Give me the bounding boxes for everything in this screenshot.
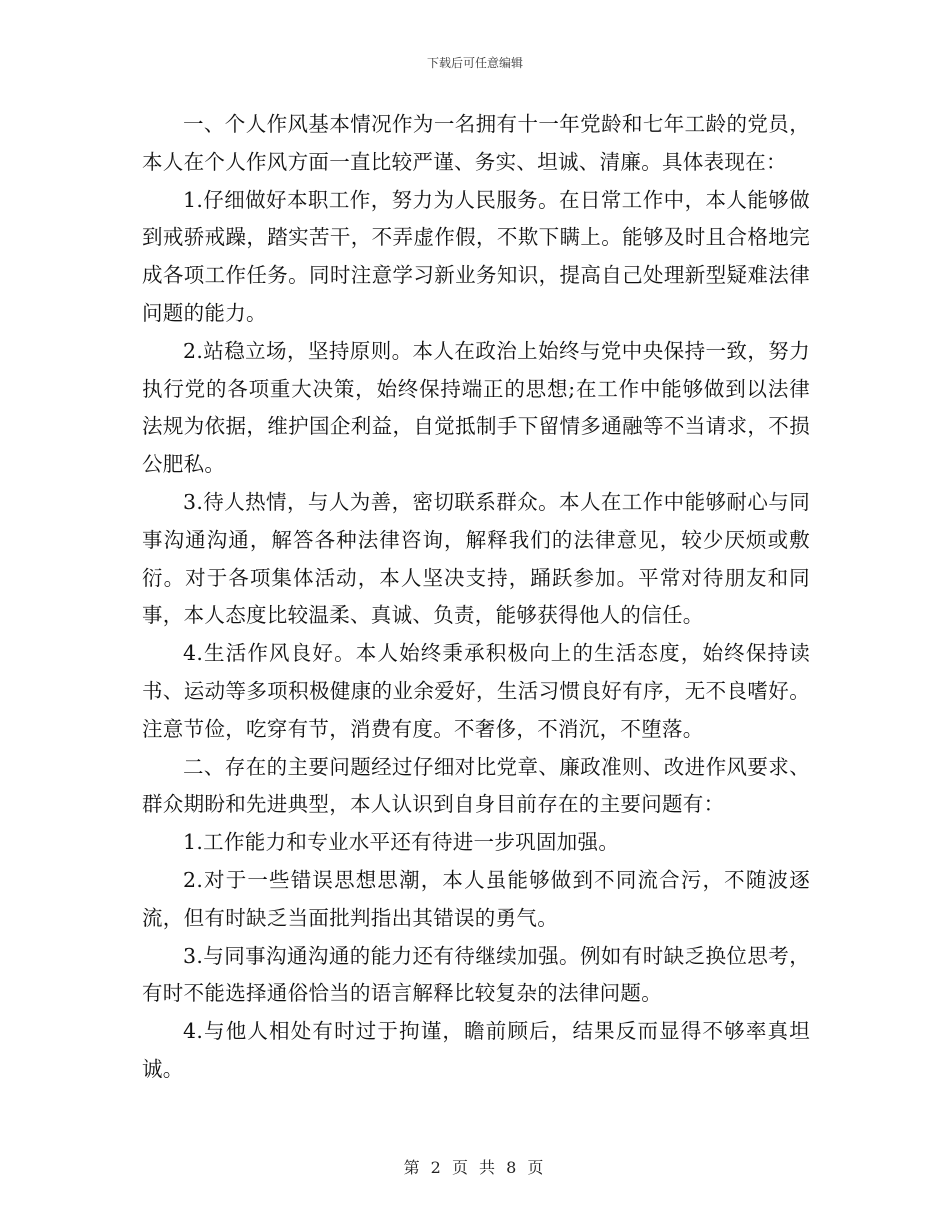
- paragraph-problem-3: 3.与同事沟通沟通的能力还有待继续加强。例如有时缺乏换位思考，有时不能选择通俗恰当的语言解释比较复杂的法律问题。: [142, 943, 810, 1006]
- paragraph-problem-2: 2.对于一些错误思想思潮，本人虽能够做到不同流合污，不随波逐流，但有时缺乏当面批判指出其错误的勇气。: [142, 867, 810, 930]
- page-header: 下载后可任意编辑: [426, 56, 523, 70]
- paragraph-item-4: 4.生活作风良好。本人始终秉承积极向上的生活态度，始终保持读书、运动等多项积极健康的业余爱好，生活习惯良好有序，无不良嗜好。注意节俭，吃穿有节，消费有度。不奢侈，不消沉，不堕落。: [142, 641, 810, 741]
- paragraph-section-2-intro: 二、存在的主要问题经过仔细对比党章、廉政准则、改进作风要求、群众期盼和先进典型，本人认识到自身目前存在的主要问题有：: [142, 754, 810, 817]
- document-body: [142, 106, 810, 1089]
- paragraph-item-1: 1.仔细做好本职工作，努力为人民服务。在日常工作中，本人能够做到戒骄戒躁，踏实苦干，不弄虚作假，不欺下瞒上。能够及时且合格地完成各项工作任务。同时注意学习新业务知识，提高自己处理新型疑难法律问题的能力。: [142, 187, 810, 325]
- paragraph-problem-4: 4.与他人相处有时过于拘谨，瞻前顾后，结果反而显得不够率真坦诚。: [142, 1019, 810, 1081]
- paragraph-item-3: 3.待人热情，与人为善，密切联系群众。本人在工作中能够耐心与同事沟通沟通，解答各种法律咨询，解释我们的法律意见，较少厌烦或敷衍。对于各项集体活动，本人坚决支持，踊跃参加。平常对待朋友和同事，本人态度比较温柔、真诚、负责，能够获得他人的信任。: [142, 489, 810, 628]
- paragraph-section-1-intro: 一、个人作风基本情况作为一名拥有十一年党龄和七年工龄的党员，本人在个人作风方面一直比较严谨、务实、坦诚、清廉。具体表现在：: [142, 112, 810, 174]
- page-number-footer: 第 2 页 共 8 页: [403, 1158, 547, 1177]
- paragraph-item-2: 2.站稳立场，坚持原则。本人在政治上始终与党中央保持一致，努力执行党的各项重大决策，始终保持端正的思想;在工作中能够做到以法律法规为依据，维护国企利益，自觉抵制手下留情多通融等不当请求，不损公肥私。: [142, 338, 810, 477]
- paragraph-problem-1: 1.工作能力和专业水平还有待进一步巩固加强。: [183, 830, 620, 855]
